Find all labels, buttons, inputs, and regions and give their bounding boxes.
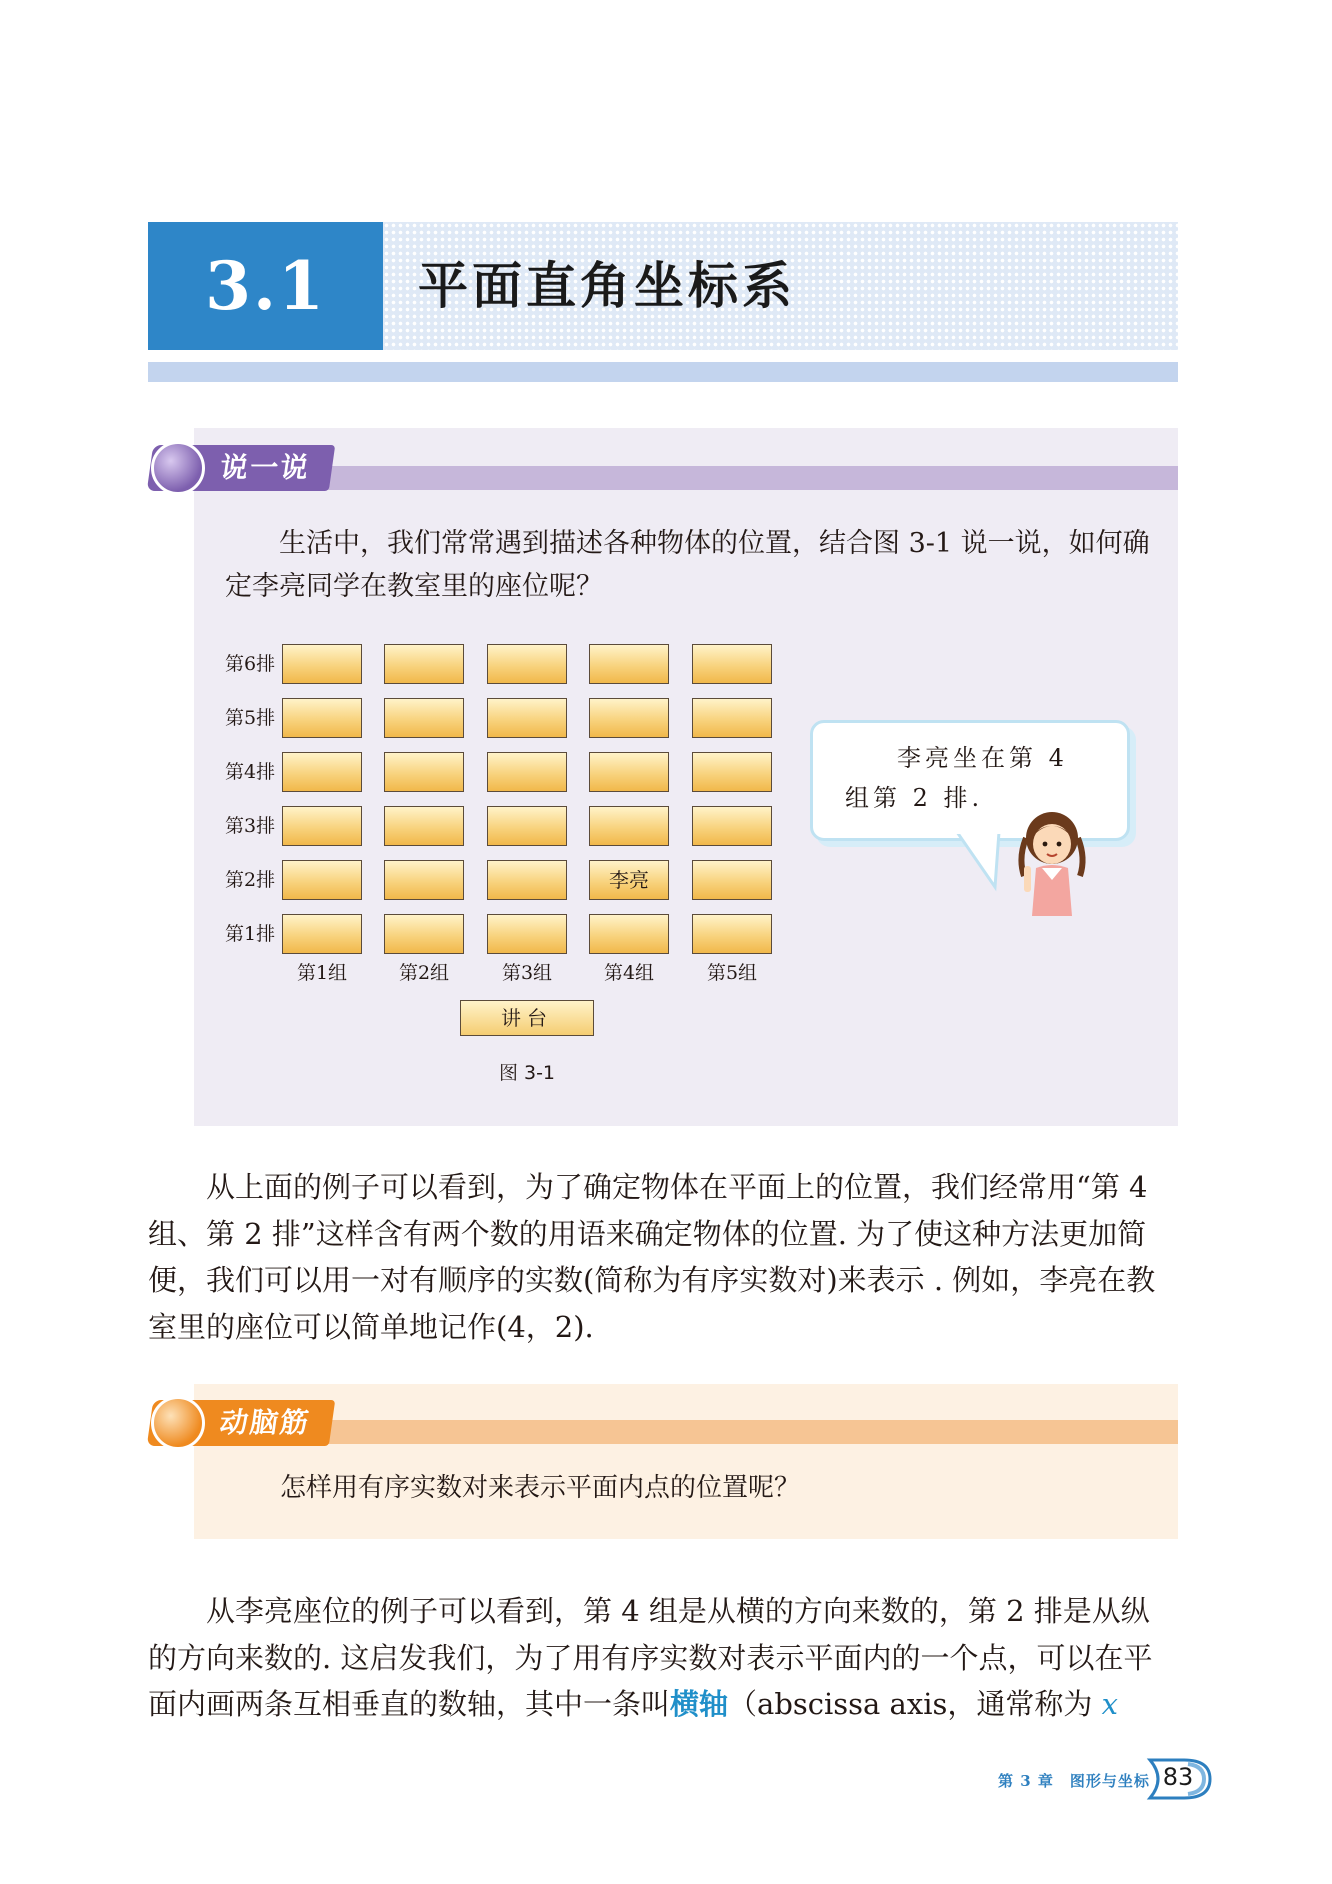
paragraph-2-text: 从李亮座位的例子可以看到，第 4 组是从横的方向来数的，第 2 排是从纵的方向来数的. 这启发我们，为了用有序实数对表示平面内的一个点，可以在平面内画两条互相垂直的数轴，其中一条叫 <box>148 1594 1153 1721</box>
row-label: 第4排 <box>225 761 276 783</box>
desk <box>384 644 464 684</box>
desk <box>282 806 362 846</box>
group-label: 第2组 <box>398 962 450 984</box>
row-label: 第2排 <box>225 869 276 891</box>
desk <box>384 752 464 792</box>
page-number: 83 <box>1162 1763 1194 1791</box>
think-activity-text: 怎样用有序实数对来表示平面内点的位置呢？ <box>280 1473 801 1503</box>
desk <box>487 806 567 846</box>
gear-icon <box>151 1396 205 1450</box>
desk <box>589 806 669 846</box>
desk <box>589 752 669 792</box>
desk <box>589 644 669 684</box>
desk <box>384 806 464 846</box>
podium: 讲台 <box>460 1000 594 1036</box>
think-activity-header-strip <box>194 1420 1178 1444</box>
desk <box>282 860 362 900</box>
desk <box>692 914 772 954</box>
speech-bubble-tail <box>955 832 1005 892</box>
paragraph-1: 从上面的例子可以看到，为了确定物体在平面上的位置，我们经常用“第 4 组、第 2 排”这样含有两个数的用语来确定物体的位置. 为了使这种方法更加简便，我们可以用一对有顺序的实数(简称为有序实数对)来表示 . 例如，李亮在教室里的座位可以简单地记作(4，2). <box>148 1170 1156 1344</box>
think-activity-badge: 动脑筋 <box>147 1400 335 1446</box>
term-abscissa: 横轴 <box>670 1687 729 1721</box>
desk <box>384 860 464 900</box>
section-number: 3.1 <box>205 247 326 325</box>
section-title: 平面直角坐标系 <box>418 256 796 315</box>
variable-x: x <box>1101 1687 1118 1721</box>
speech-bubble-text: 李亮坐在第 4 组第 2 排. <box>845 744 1068 812</box>
group-label: 第5组 <box>706 962 758 984</box>
speech-icon <box>151 441 205 495</box>
group-label: 第3组 <box>501 962 553 984</box>
desk <box>487 644 567 684</box>
section-divider <box>148 362 1178 382</box>
think-activity-box <box>194 1384 1178 1539</box>
row-label: 第5排 <box>225 707 276 729</box>
desk <box>692 698 772 738</box>
desk <box>384 698 464 738</box>
row-label: 第1排 <box>225 923 276 945</box>
desk <box>589 914 669 954</box>
desk <box>282 752 362 792</box>
desk <box>692 644 772 684</box>
desk <box>487 914 567 954</box>
row-label: 第6排 <box>225 653 276 675</box>
paragraph-2 <box>148 1588 1178 1728</box>
say-activity-badge: 说一说 <box>147 445 335 491</box>
desk-named: 李亮 <box>589 860 669 900</box>
desk <box>282 698 362 738</box>
desk <box>692 806 772 846</box>
desk <box>487 698 567 738</box>
desk <box>589 698 669 738</box>
desk <box>384 914 464 954</box>
paragraph-2-text-tail: （abscissa axis，通常称为 <box>728 1687 1102 1721</box>
desk <box>692 860 772 900</box>
figure-caption: 图 3-1 <box>498 1062 556 1084</box>
row-label: 第3排 <box>225 815 276 837</box>
group-label: 第1组 <box>296 962 348 984</box>
desk <box>487 752 567 792</box>
desk <box>282 644 362 684</box>
say-activity-header-strip <box>194 466 1178 490</box>
girl-illustration <box>1012 808 1092 918</box>
desk <box>487 860 567 900</box>
footer-chapter: 第 3 章 图形与坐标 <box>998 1772 1150 1790</box>
desk <box>282 914 362 954</box>
group-label: 第4组 <box>603 962 655 984</box>
say-activity-text: 生活中，我们常常遇到描述各种物体的位置，结合图 3-1 说一说，如何确定李亮同学在教室里的座位呢？ <box>225 528 1150 602</box>
desk <box>692 752 772 792</box>
